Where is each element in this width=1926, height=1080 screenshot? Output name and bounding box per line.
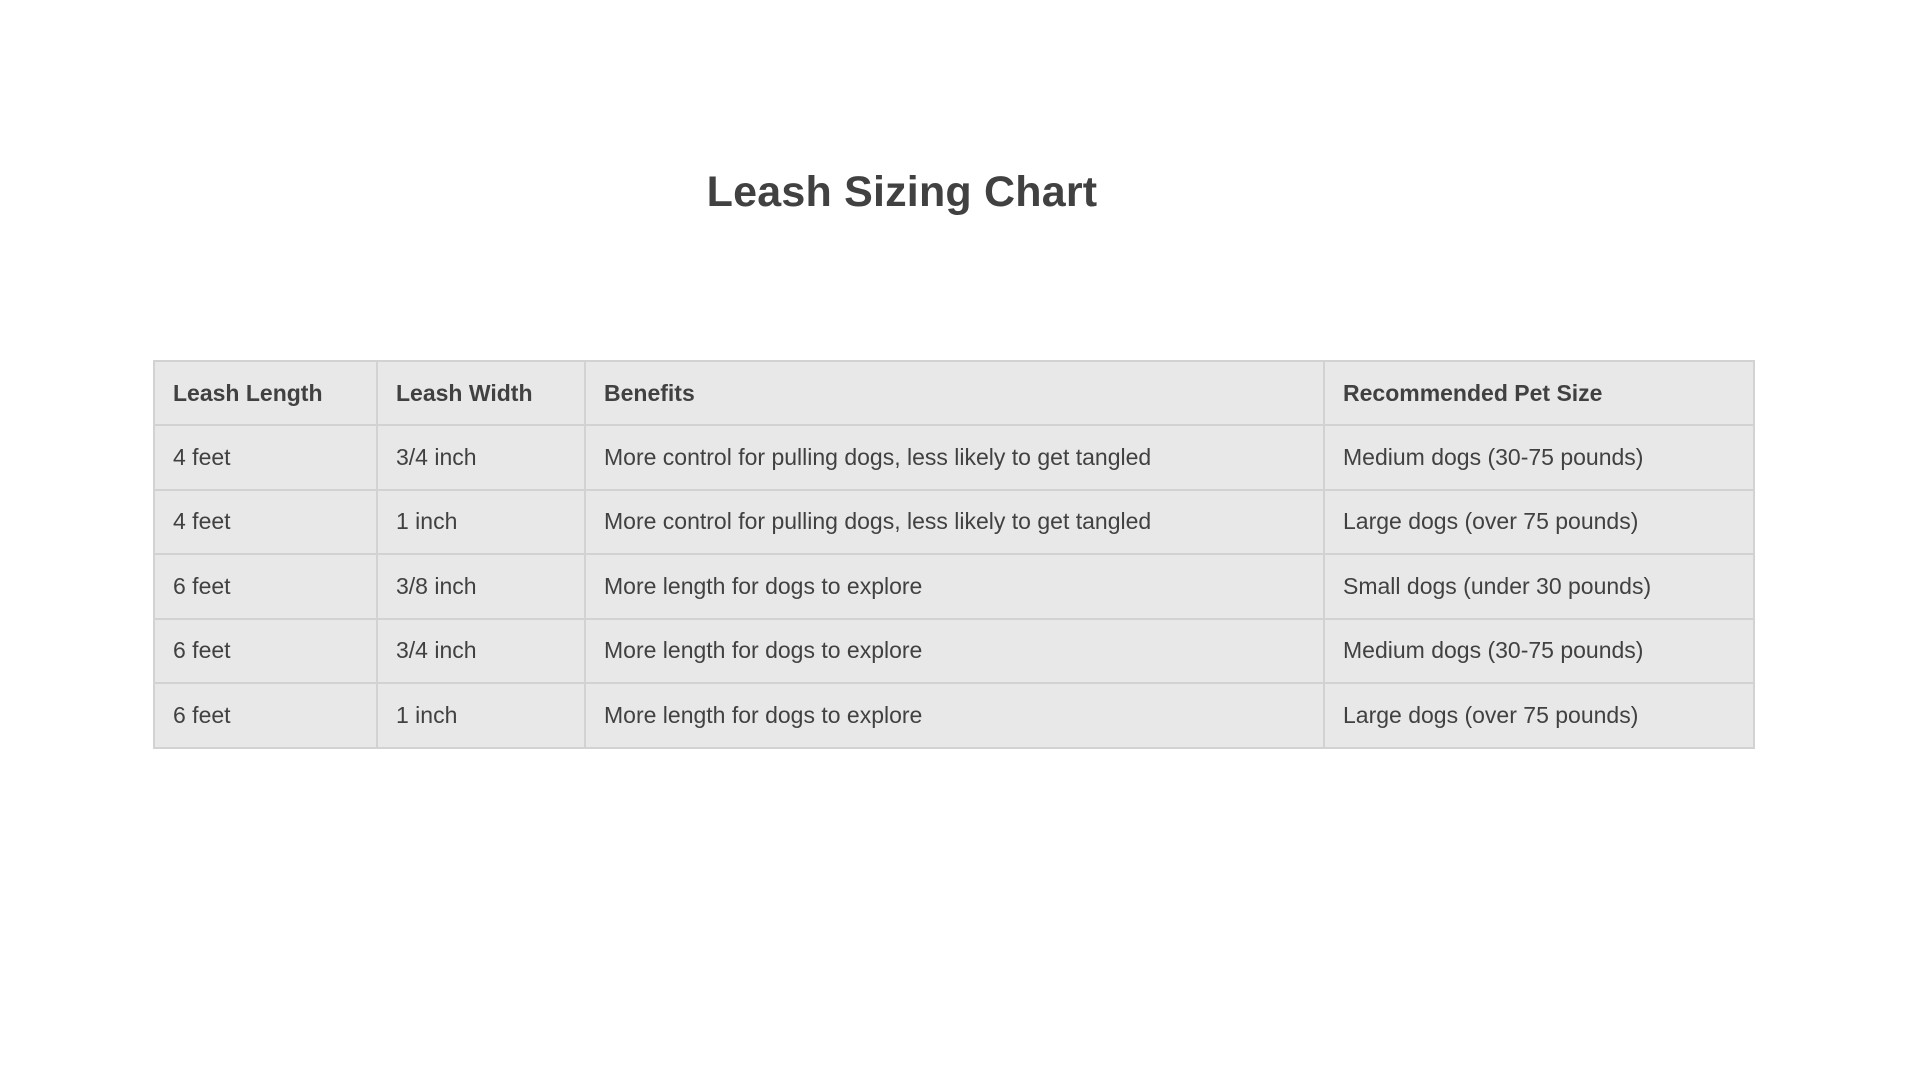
table-header — [154, 361, 1754, 425]
table-row — [154, 490, 1754, 555]
cell-leash-length: 6 feet — [154, 683, 377, 748]
column-header-leash-width: Leash Width — [377, 361, 585, 425]
cell-pet-size: Small dogs (under 30 pounds) — [1324, 554, 1754, 619]
cell-pet-size: Medium dogs (30-75 pounds) — [1324, 619, 1754, 684]
cell-benefits: More control for pulling dogs, less likely to get tangled — [585, 490, 1324, 555]
table-row — [154, 619, 1754, 684]
cell-pet-size: Large dogs (over 75 pounds) — [1324, 490, 1754, 555]
cell-benefits: More control for pulling dogs, less likely to get tangled — [585, 425, 1324, 490]
cell-benefits: More length for dogs to explore — [585, 554, 1324, 619]
cell-leash-length: 4 feet — [154, 425, 377, 490]
cell-pet-size: Medium dogs (30-75 pounds) — [1324, 425, 1754, 490]
column-header-leash-length: Leash Length — [154, 361, 377, 425]
column-header-recommended-pet-size: Recommended Pet Size — [1324, 361, 1754, 425]
leash-sizing-table — [153, 360, 1755, 749]
cell-leash-width: 3/4 inch — [377, 425, 585, 490]
cell-benefits: More length for dogs to explore — [585, 683, 1324, 748]
cell-leash-length: 4 feet — [154, 490, 377, 555]
table-row — [154, 683, 1754, 748]
table-row — [154, 554, 1754, 619]
page-title: Leash Sizing Chart — [706, 168, 1098, 216]
cell-leash-length: 6 feet — [154, 554, 377, 619]
table-row — [154, 425, 1754, 490]
cell-leash-width: 1 inch — [377, 683, 585, 748]
cell-leash-length: 6 feet — [154, 619, 377, 684]
cell-leash-width: 3/4 inch — [377, 619, 585, 684]
table-header-row — [154, 361, 1754, 425]
column-header-benefits: Benefits — [585, 361, 1324, 425]
table-body — [154, 425, 1754, 748]
cell-leash-width: 3/8 inch — [377, 554, 585, 619]
cell-leash-width: 1 inch — [377, 490, 585, 555]
cell-benefits: More length for dogs to explore — [585, 619, 1324, 684]
cell-pet-size: Large dogs (over 75 pounds) — [1324, 683, 1754, 748]
